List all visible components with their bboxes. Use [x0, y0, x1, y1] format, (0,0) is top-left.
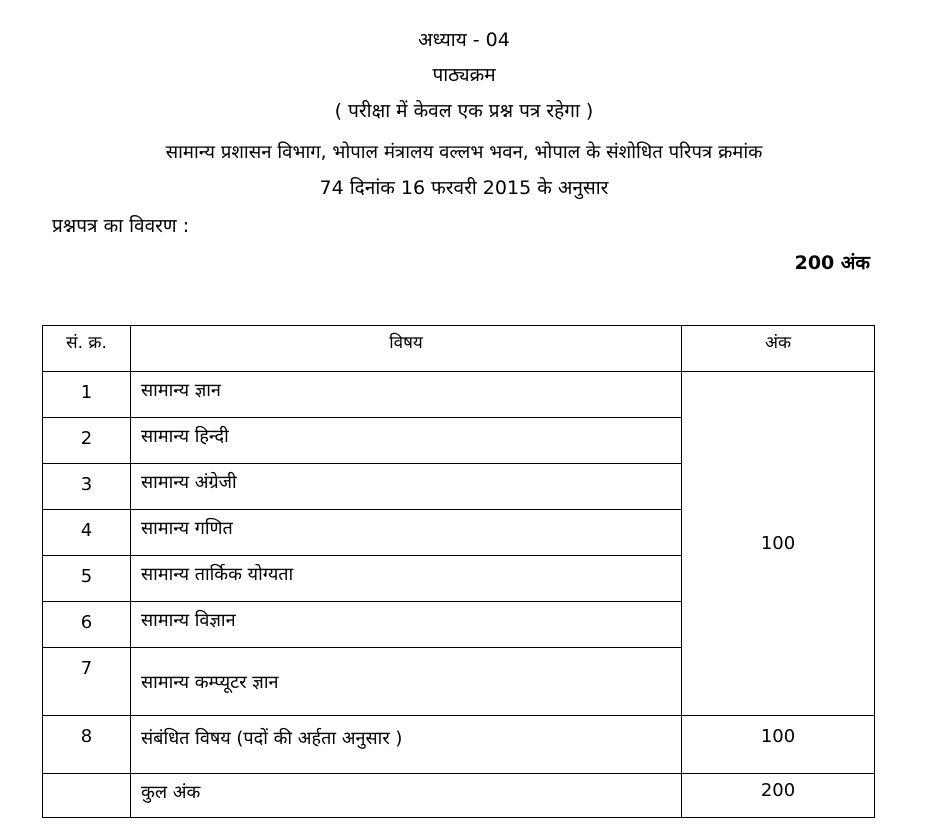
subject-header: विषय: [131, 326, 682, 372]
subject-cell: सामान्य गणित: [131, 510, 682, 556]
marks-header: अंक: [682, 326, 875, 372]
total-marks-cell: 200: [682, 774, 875, 818]
serial-cell: 7: [43, 648, 131, 716]
serial-cell: 5: [43, 556, 131, 602]
syllabus-title: पाठ्यक्रम: [432, 64, 496, 86]
total-marks-label: 200 अंक: [794, 252, 870, 274]
table-row: [43, 372, 875, 418]
subject-cell: सामान्य विज्ञान: [131, 602, 682, 648]
total-row: [43, 774, 875, 818]
serial-cell: 8: [43, 716, 131, 774]
paper-details-label: प्रश्नपत्र का विवरण :: [52, 215, 190, 237]
table-row: [43, 716, 875, 774]
subject-cell: सामान्य तार्किक योग्यता: [131, 556, 682, 602]
serial-cell: 6: [43, 602, 131, 648]
serial-cell: 3: [43, 464, 131, 510]
serial-header: सं. क्र.: [43, 326, 131, 372]
syllabus-table: [42, 325, 875, 818]
exam-note: ( परीक्षा में केवल एक प्रश्न पत्र रहेगा ): [334, 100, 594, 122]
subject-cell: सामान्य हिन्दी: [131, 418, 682, 464]
serial-cell: [43, 774, 131, 818]
total-label-cell: कुल अंक: [131, 774, 682, 818]
serial-cell: 2: [43, 418, 131, 464]
chapter-title: अध्याय - 04: [418, 29, 510, 51]
table-header-row: [43, 326, 875, 372]
reference-line-2: 74 दिनांक 16 फरवरी 2015 के अनुसार: [319, 177, 609, 199]
subject-cell: सामान्य ज्ञान: [131, 372, 682, 418]
subject-cell: संबंधित विषय (पदों की अर्हता अनुसार ): [131, 716, 682, 774]
group-marks-cell: 100: [682, 372, 875, 716]
serial-cell: 1: [43, 372, 131, 418]
subject-cell: सामान्य कम्प्यूटर ज्ञान: [131, 648, 682, 716]
reference-line-1: सामान्य प्रशासन विभाग, भोपाल मंत्रालय वल्लभ भवन, भोपाल के संशोधित परिपत्र क्रमांक: [165, 142, 763, 163]
subject-cell: सामान्य अंग्रेजी: [131, 464, 682, 510]
marks-cell: 100: [682, 716, 875, 774]
serial-cell: 4: [43, 510, 131, 556]
